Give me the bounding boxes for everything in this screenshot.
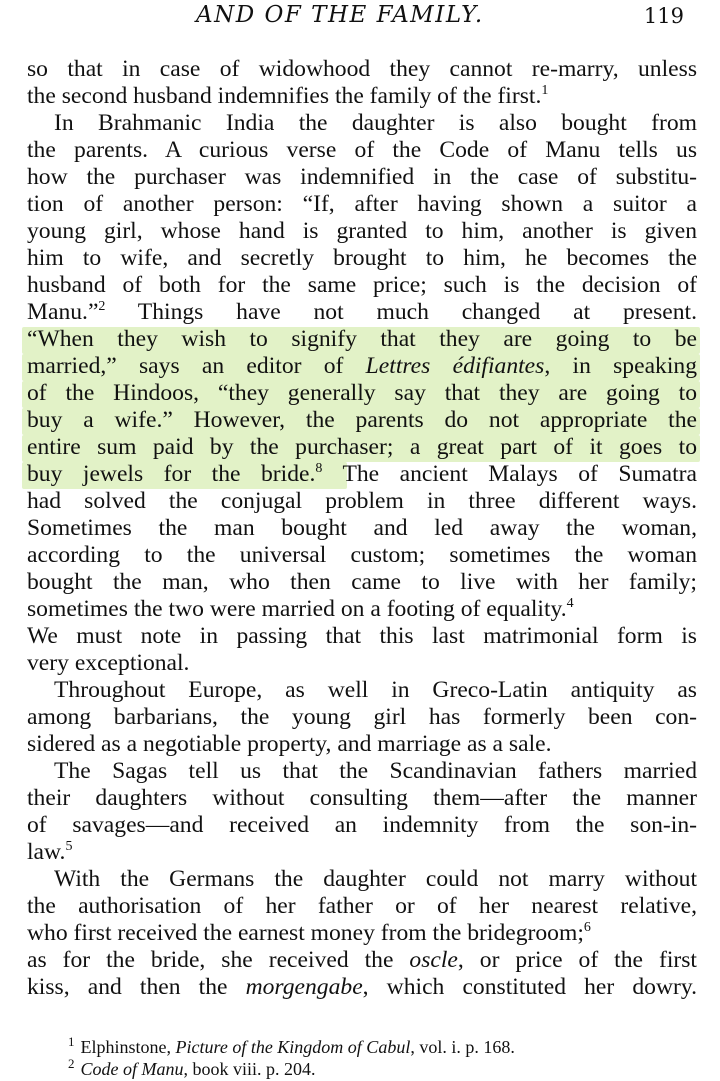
text-line: how the purchaser was indemnified in the case of substitu- xyxy=(27,164,697,190)
text-line: Manu.”$^2$ Things have not much changed at present. xyxy=(27,299,697,325)
footnotes xyxy=(68,1036,515,1080)
highlighted-line: buy a wife.” However, the parents do not appropriate the xyxy=(27,407,697,434)
text-line: the second husband indemnifies the family of the first.$^1$ xyxy=(27,83,549,109)
text-line: the authorisation of her father or of her nearest relative, xyxy=(27,893,697,919)
text-line: tion of another person: “If, after having shown a suitor a xyxy=(27,191,697,217)
text-line: The Sagas tell us that the Scandinavian fathers married xyxy=(54,758,697,784)
page-header xyxy=(0,2,720,32)
footnote-ref: 2 xyxy=(98,299,106,315)
text-line: We must note in passing that this last matrimonial form is xyxy=(27,623,697,649)
text-line: him to wife, and secretly brought to him, he becomes the xyxy=(27,245,697,271)
text-line: so that in case of widowhood they cannot re-marry, unless xyxy=(27,56,697,82)
highlighted-line: of the Hindoos, “they generally say that they are going to xyxy=(27,380,697,407)
highlighted-line: married,” says an editor of Lettres édifiantes, in speaking xyxy=(27,353,697,380)
text-line: very exceptional. xyxy=(27,650,190,676)
text-line: the parents. A curious verse of the Code of Manu tells us xyxy=(27,137,697,163)
text-line: sometimes the two were married on a footing of equality.$^4$ xyxy=(27,596,574,622)
footnote-ref: 8 xyxy=(315,461,323,477)
body-text xyxy=(27,56,697,1001)
text-line: as for the bride, she received the oscle, or price of the first xyxy=(27,947,697,973)
text-line: bought the man, who then came to live with her family; xyxy=(27,569,697,595)
text-line: had solved the conjugal problem in three different ways. xyxy=(27,488,697,514)
footnote-ref: 1 xyxy=(541,83,549,99)
text-line: young girl, whose hand is granted to him, another is given xyxy=(27,218,697,244)
highlighted-line: entire sum paid by the purchaser; a great part of it goes to xyxy=(27,434,697,461)
footnote: $^1$ Elphinstone, Picture of the Kingdom of Cabul, vol. i. p. 168. xyxy=(68,1034,515,1057)
footnote-ref: 5 xyxy=(65,839,73,855)
text-line: according to the universal custom; sometimes the woman xyxy=(27,542,697,568)
text-line: With the Germans the daughter could not marry without xyxy=(54,866,697,892)
footnote-number: 2 xyxy=(68,1056,75,1071)
text-line: husband of both for the same price; such is the decision of xyxy=(27,272,697,298)
text-line: of savages—and received an indemnity from the son-in- xyxy=(27,812,697,838)
page-number: 119 xyxy=(643,4,684,28)
text-line: who first received the earnest money from the bridegroom;$^6$ xyxy=(27,920,591,946)
text-line: their daughters without consulting them—after the manner xyxy=(27,785,697,811)
text-line: law.$^5$ xyxy=(27,839,73,865)
footnote-number: 1 xyxy=(68,1034,75,1049)
text-line: Sometimes the man bought and led away the woman, xyxy=(27,515,697,541)
footnote: $^2$ Code of Manu, book viii. p. 204. xyxy=(68,1056,316,1079)
text-line: sidered as a negotiable property, and marriage as a sale. xyxy=(27,731,552,757)
highlighted-line: “When they wish to signify that they are going to be xyxy=(27,326,697,353)
footnote-ref: 6 xyxy=(583,920,591,936)
text-line: Throughout Europe, as well in Greco-Latin antiquity as xyxy=(54,677,697,703)
footnote-ref: 4 xyxy=(566,596,574,612)
text-line: among barbarians, the young girl has formerly been con- xyxy=(27,704,697,730)
text-line: kiss, and then the morgengabe, which constituted her dowry. xyxy=(27,974,698,1000)
text-line: In Brahmanic India the daughter is also bought from xyxy=(54,110,697,136)
running-title: AND OF THE FAMILY. xyxy=(196,2,484,28)
highlighted-line: buy jewels for the bride.$^8$ The ancient Malays of Sumatra xyxy=(27,461,697,488)
